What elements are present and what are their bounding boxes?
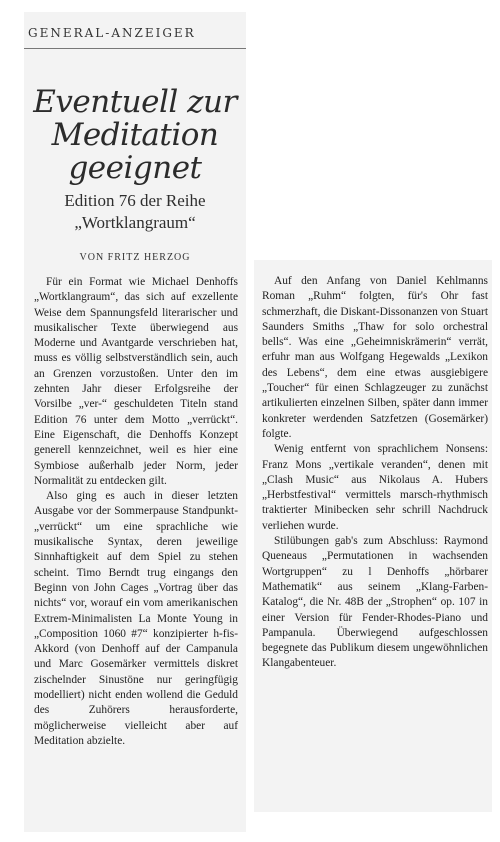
newspaper-masthead: GENERAL-ANZEIGER — [28, 26, 196, 40]
article-column-right — [262, 274, 488, 672]
subheadline-line: Edition 76 der Reihe — [64, 191, 206, 210]
paragraph: Auf den Anfang von Daniel Kehlmanns Roman „Ruhm“ folgten, für's Ohr fast schmerzhaft, die Diskant-Dissonanzen von Stuart Saunders Smiths „Thaw for solo orchestral bells“. Was eine „Geheimniskrämerin“ verrät, erfuhr man aus Wolfgang Hegewalds „Lexikon des Lebens“, dem eine etwas ausgiebigere „Toucher“ für einen Schlagzeuger zu zunächst artikulierten einzelnen Silben, später dann immer konkreter werdenden Satzfetzen (Gosemärker) folgte. — [262, 275, 488, 440]
article-subheadline — [28, 190, 242, 234]
article-byline: VON FRITZ HERZOG — [79, 252, 191, 263]
masthead-rule — [24, 48, 246, 49]
paragraph: Wenig entfernt von sprachlichem Nonsens: Franz Mons „vertikale veranden“, denen mit „Clash Music“ aus Nikolaus A. Hubers „Herbstfestival“ vermittels marsch-rhythmisch traktierter Minibecken sehr schrill Nachdruck verliehen wurde. — [262, 443, 488, 532]
paragraph: Stilübungen gab's zum Abschluss: Raymond Queneaus „Permutationen in wachsenden Wortgruppen“ zu l Denhoffs „hörbarer Mathematik“ aus seinem „Klang-Farben-Katalog“, die Nr. 48B der „Strophen“ op. 107 in einer Version für Fender-Rhodes-Piano und Pampanula. Überwiegend aufgeschlossen begegnete das Publikum diesem ungewöhnlichen Klangabenteuer. — [262, 535, 488, 670]
subheadline-line: „Wortklangraum“ — [74, 213, 196, 232]
headline-line: Meditation — [51, 117, 219, 153]
headline-line: geeignet — [68, 150, 202, 186]
paragraph: Für ein Format wie Michael Denhoffs „Wortklangraum“, das sich auf exzellente Weise dem Spannungsfeld literarischer und musikalischer Texte überwiegend aus Moderne und Avantgarde verschrieben hat, muss es völlig selbstverständlich sein, auch an Grenzen vorzustoßen. Unter den im zehnten Jahr dieser Erfolgsreihe der Vorsilbe „ver-“ geschuldeten Titeln stand Edition 76 unter dem Motto „verrückt“. Eine Eigenschaft, die Denhoffs Konzept generell kennzeichnet, weil es hier eine Symbiose außerhalb jeder Norm, jeder Normalität zu entdecken gilt. — [34, 276, 238, 487]
headline-line: Eventuell zur — [33, 84, 237, 120]
article-column-left — [34, 275, 238, 749]
article-headline — [28, 86, 242, 185]
paragraph: Also ging es auch in dieser letzten Ausgabe vor der Sommerpause Standpunkt-„verrückt“ um eine sprachliche wie musikalische Syntax, deren jeweilige Sinnhaftigkeit auf dem Spiel zu stehen scheint. Timo Berndt trug eingangs den Beginn von John Cages „Vortrag über das nichts“ vor, worauf ein vom amerikanischen Extrem-Minimalisten La Monte Young in „Composition 1060 #7“ konzipierter h-fis-Akkord (von Denhoff auf der Campanula und Marc Gosemärker vermittels diskret zischelnder Sinustöne nur geringfügig modelliert) nicht enden wollend die Geduld des Zuhörers herausforderte, möglicherweise vielleicht aber auf Meditation abzielte. — [34, 490, 238, 747]
